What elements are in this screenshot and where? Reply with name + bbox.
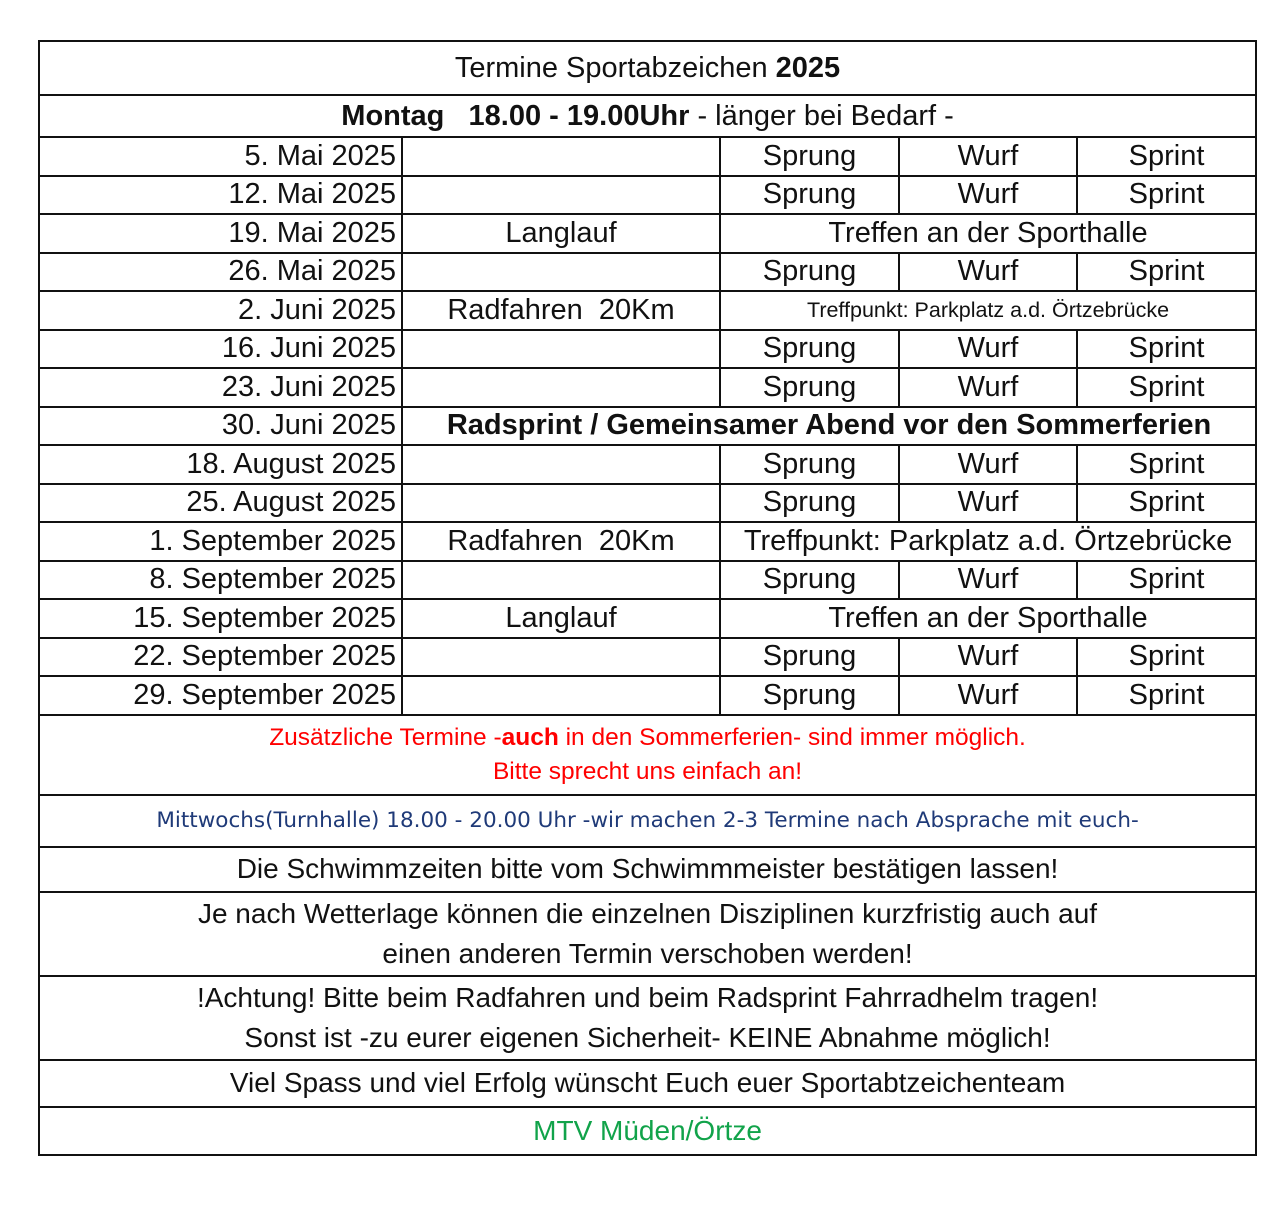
weekday-extension: - länger bei Bedarf -	[689, 99, 954, 132]
discipline-sprung: Sprung	[720, 445, 899, 484]
schedule-date: 19. Mai 2025	[39, 214, 402, 253]
helmet-note	[39, 976, 1256, 1060]
discipline-sprung: Sprung	[720, 253, 899, 292]
extra-dates-emphasis: auch	[501, 723, 559, 751]
schedule-meeting-note: Treffen an der Sporthalle	[720, 214, 1256, 253]
weather-note	[39, 892, 1256, 976]
discipline-sprung: Sprung	[720, 137, 899, 176]
discipline-sprung: Sprung	[720, 676, 899, 715]
schedule-meeting-note: Treffpunkt: Parkplatz a.d. Örtzebrücke	[720, 291, 1256, 330]
schedule-meeting-note: Treffpunkt: Parkplatz a.d. Örtzebrücke	[720, 522, 1256, 561]
discipline-sprint: Sprint	[1077, 368, 1256, 407]
schedule-row	[39, 291, 1256, 330]
schedule-activity-empty	[402, 561, 720, 600]
discipline-wurf: Wurf	[899, 638, 1077, 677]
page-title	[39, 41, 1256, 95]
extra-dates-text-b: in den Sommerferien- sind immer möglich.	[558, 723, 1026, 751]
schedule-activity: Radfahren 20Km	[402, 291, 720, 330]
schedule-activity-empty	[402, 176, 720, 215]
discipline-sprint: Sprint	[1077, 330, 1256, 369]
schedule-date: 12. Mai 2025	[39, 176, 402, 215]
schedule-row	[39, 176, 1256, 215]
discipline-sprint: Sprint	[1077, 676, 1256, 715]
discipline-sprint: Sprint	[1077, 638, 1256, 677]
discipline-sprint: Sprint	[1077, 445, 1256, 484]
schedule-row	[39, 137, 1256, 176]
title-prefix: Termine Sportabzeichen	[454, 51, 768, 84]
schedule-row	[39, 522, 1256, 561]
discipline-wurf: Wurf	[899, 561, 1077, 600]
schedule-activity-empty	[402, 137, 720, 176]
schedule-date: 15. September 2025	[39, 599, 402, 638]
schedule-date: 2. Juni 2025	[39, 291, 402, 330]
discipline-sprung: Sprung	[720, 484, 899, 523]
title-year: 2025	[775, 51, 841, 84]
discipline-sprung: Sprung	[720, 368, 899, 407]
discipline-wurf: Wurf	[899, 368, 1077, 407]
helmet-line1: !Achtung! Bitte beim Radfahren und beim Radsprint Fahrradhelm tragen!	[196, 981, 1099, 1013]
extra-dates-line1	[40, 721, 1255, 755]
discipline-sprint: Sprint	[1077, 137, 1256, 176]
discipline-wurf: Wurf	[899, 445, 1077, 484]
schedule-activity-empty	[402, 445, 720, 484]
schedule-row	[39, 676, 1256, 715]
schedule-date: 18. August 2025	[39, 445, 402, 484]
weekday-time: Montag 18.00 - 19.00Uhr	[341, 99, 690, 132]
weather-line2: einen anderen Termin verschoben werden!	[382, 937, 913, 969]
discipline-sprung: Sprung	[720, 176, 899, 215]
schedule-row	[39, 599, 1256, 638]
extra-dates-note	[39, 715, 1256, 795]
schedule-activity-empty	[402, 368, 720, 407]
weekday-time-row	[39, 95, 1256, 137]
wishes-note: Viel Spass und viel Erfolg wünscht Euch euer Sportabtzeichenteam	[39, 1060, 1256, 1107]
discipline-sprung: Sprung	[720, 330, 899, 369]
schedule-row	[39, 561, 1256, 600]
schedule-date: 5. Mai 2025	[39, 137, 402, 176]
schedule-row	[39, 445, 1256, 484]
schedule-table	[38, 40, 1257, 1156]
schedule-date: 29. September 2025	[39, 676, 402, 715]
schedule-row	[39, 368, 1256, 407]
schedule-date: 23. Juni 2025	[39, 368, 402, 407]
discipline-wurf: Wurf	[899, 253, 1077, 292]
schedule-activity-empty	[402, 253, 720, 292]
discipline-sprint: Sprint	[1077, 176, 1256, 215]
swim-note: Die Schwimmzeiten bitte vom Schwimmmeister bestätigen lassen!	[39, 847, 1256, 892]
schedule-date: 30. Juni 2025	[39, 407, 402, 446]
discipline-sprint: Sprint	[1077, 484, 1256, 523]
discipline-sprung: Sprung	[720, 561, 899, 600]
discipline-sprint: Sprint	[1077, 561, 1256, 600]
discipline-wurf: Wurf	[899, 676, 1077, 715]
schedule-activity-empty	[402, 676, 720, 715]
weather-line1: Je nach Wetterlage können die einzelnen Disziplinen kurzfristig auch auf	[197, 897, 1098, 929]
discipline-sprint: Sprint	[1077, 253, 1256, 292]
discipline-wurf: Wurf	[899, 137, 1077, 176]
schedule-row	[39, 253, 1256, 292]
wednesday-note: Mittwochs(Turnhalle) 18.00 - 20.00 Uhr -wir machen 2-3 Termine nach Absprache mit euch-	[39, 795, 1256, 847]
club-name: MTV Müden/Örtze	[39, 1107, 1256, 1155]
schedule-row	[39, 330, 1256, 369]
schedule-date: 16. Juni 2025	[39, 330, 402, 369]
schedule-activity-empty	[402, 484, 720, 523]
extra-dates-text-a: Zusätzliche Termine -	[269, 723, 502, 751]
schedule-activity-empty	[402, 330, 720, 369]
schedule-row	[39, 484, 1256, 523]
schedule-date: 1. September 2025	[39, 522, 402, 561]
discipline-wurf: Wurf	[899, 176, 1077, 215]
schedule-activity: Radfahren 20Km	[402, 522, 720, 561]
schedule-meeting-note: Treffen an der Sporthalle	[720, 599, 1256, 638]
schedule-date: 8. September 2025	[39, 561, 402, 600]
schedule-sheet	[38, 40, 1255, 1156]
schedule-date: 25. August 2025	[39, 484, 402, 523]
discipline-wurf: Wurf	[899, 330, 1077, 369]
schedule-date: 22. September 2025	[39, 638, 402, 677]
schedule-date: 26. Mai 2025	[39, 253, 402, 292]
extra-dates-line2: Bitte sprecht uns einfach an!	[492, 757, 803, 785]
helmet-line2: Sonst ist -zu eurer eigenen Sicherheit- KEINE Abnahme möglich!	[244, 1021, 1051, 1053]
schedule-row	[39, 638, 1256, 677]
schedule-activity: Langlauf	[402, 214, 720, 253]
schedule-special-event: Radsprint / Gemeinsamer Abend vor den Sommerferien	[402, 407, 1256, 446]
discipline-wurf: Wurf	[899, 484, 1077, 523]
schedule-row	[39, 214, 1256, 253]
schedule-row	[39, 407, 1256, 446]
schedule-activity-empty	[402, 638, 720, 677]
schedule-activity: Langlauf	[402, 599, 720, 638]
discipline-sprung: Sprung	[720, 638, 899, 677]
